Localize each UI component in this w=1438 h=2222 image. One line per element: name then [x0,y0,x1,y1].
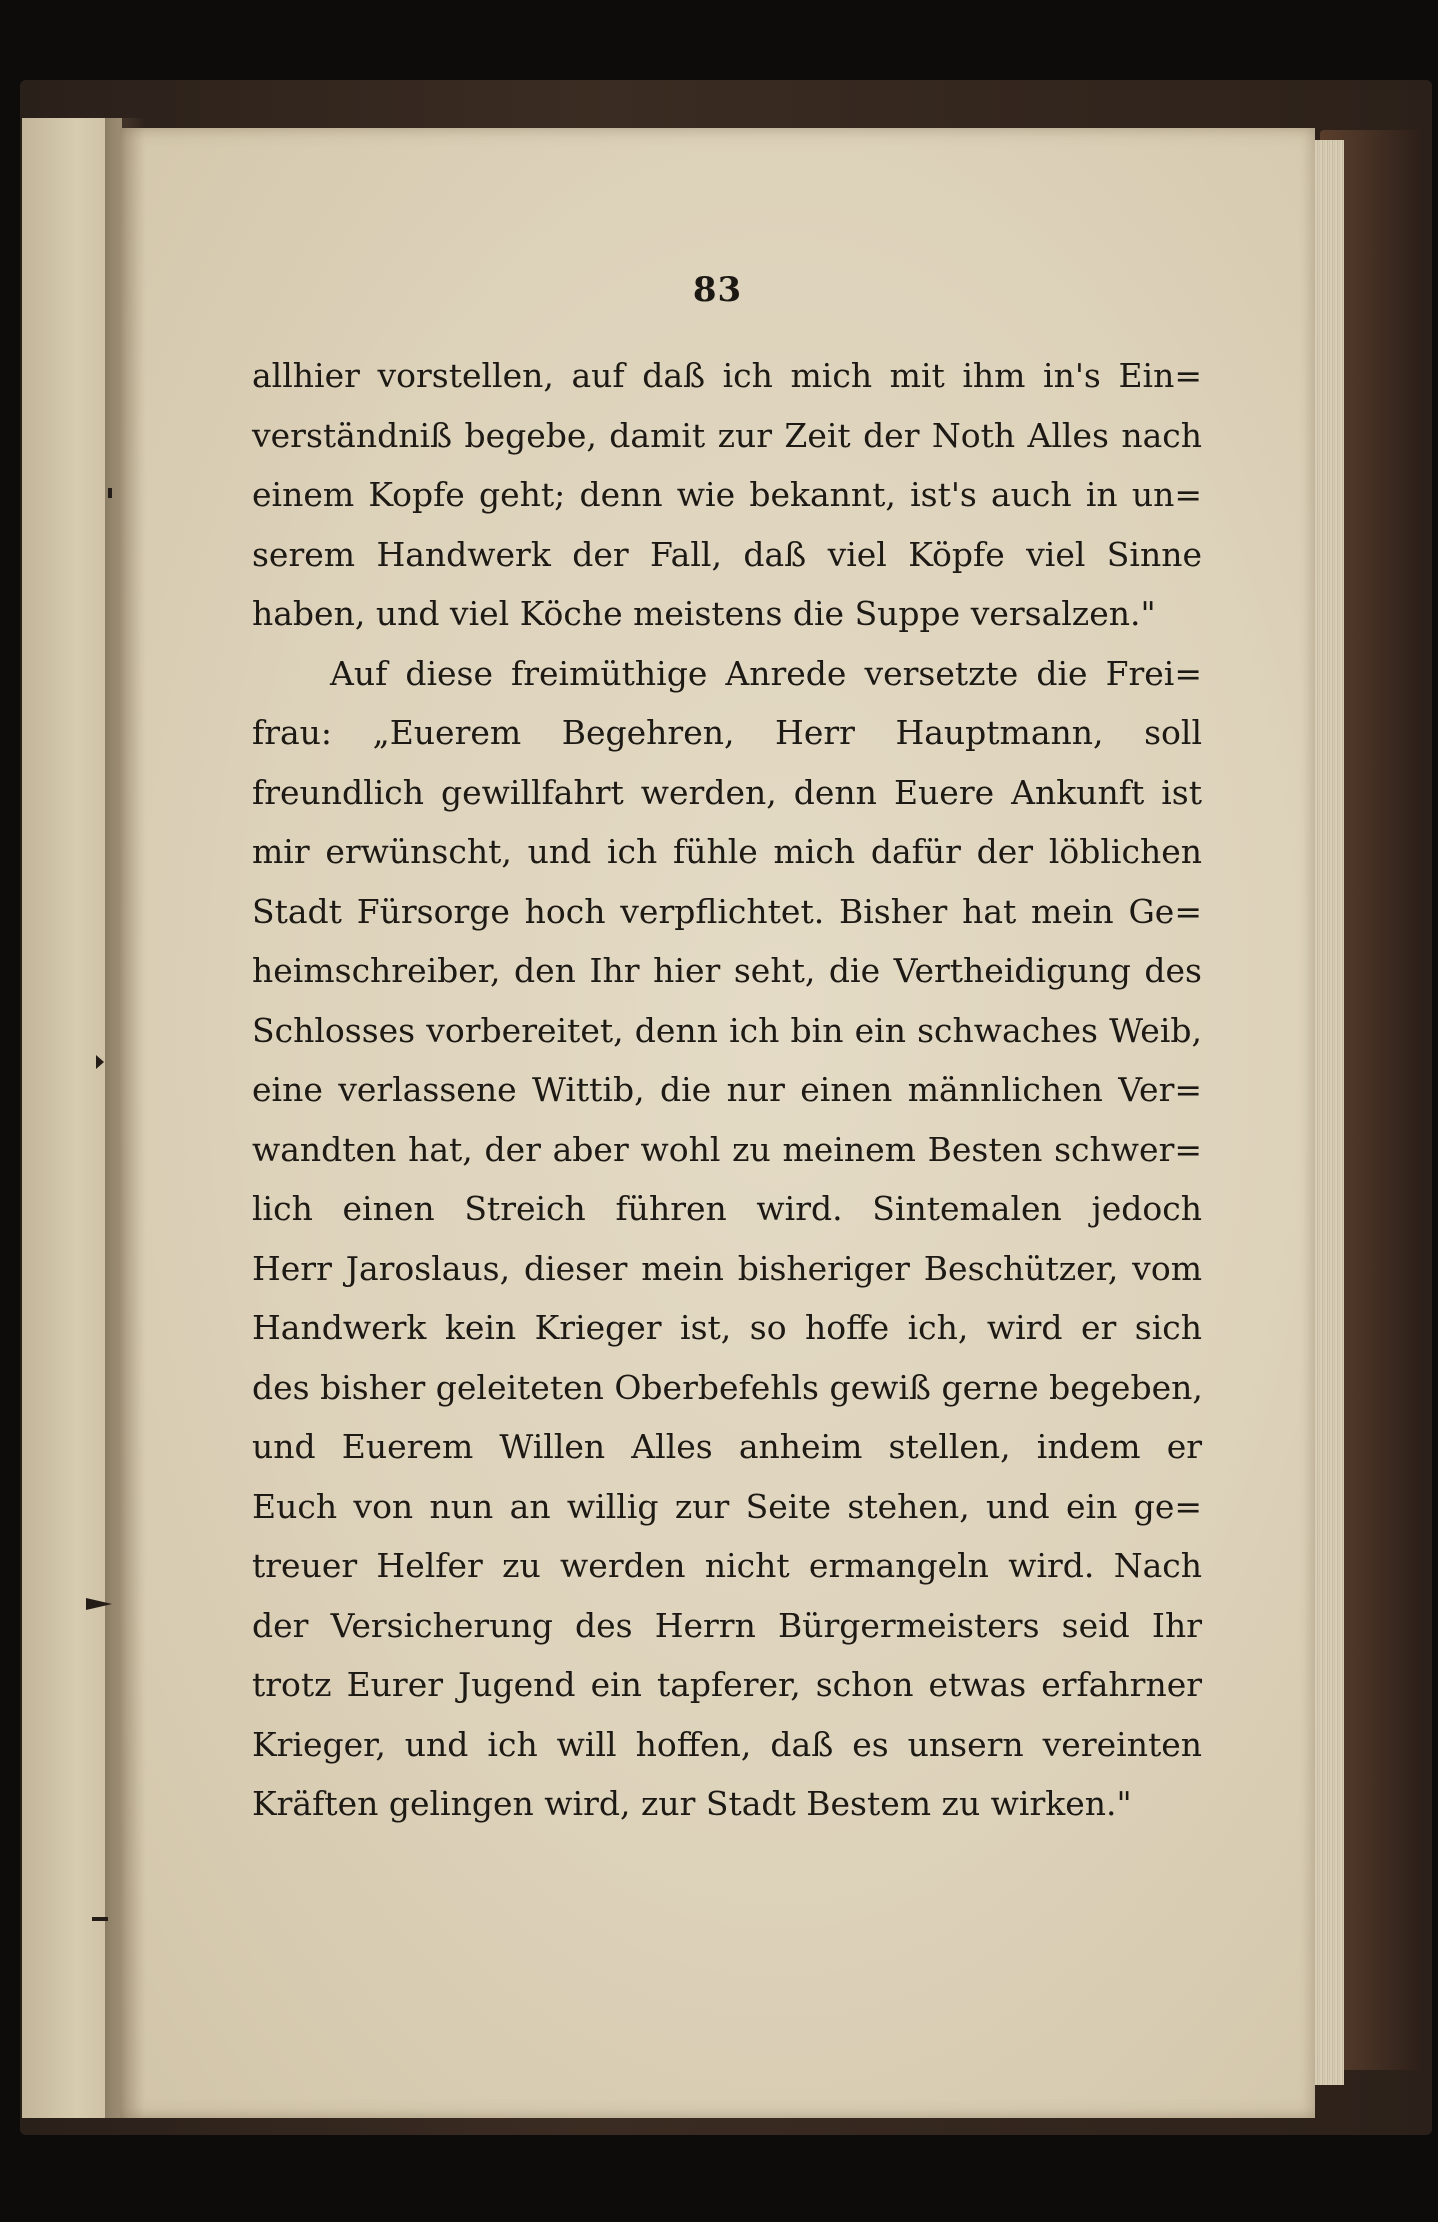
text-line: Kräften gelingen wird, zur Stadt Bestem zu wirken." [252,1784,1132,1823]
text-line: und Euerem Willen Alles anheim stellen, indem er [252,1427,1202,1466]
text-line: freundlich gewillfahrt werden, denn Euere Ankunft ist [252,772,1202,812]
text-line: haben, und viel Köche meistens die Suppe versalzen." [252,594,1156,633]
text-line: trotz Eurer Jugend ein tapferer, schon etwas erfahrner [252,1665,1202,1704]
text-line: einem Kopfe geht; denn wie bekannt, ist's auch in un= [252,475,1202,514]
text-line: heimschreiber, den Ihr hier seht, die Vertheidigung des [252,951,1202,990]
text-line: Handwerk kein Krieger ist, so hoffe ich, wird er sich [252,1308,1202,1347]
text-line: allhier vorstellen, auf daß ich mich mit ihm in's Ein= [252,356,1202,395]
text-line: eine verlassene Wittib, die nur einen männlichen Ver= [252,1070,1202,1109]
margin-mark [92,1917,108,1921]
margin-mark [108,488,112,498]
text-line: Schlosses vorbereitet, denn ich bin ein schwaches Weib, [252,1010,1202,1050]
text-line: Krieger, und ich will hoffen, daß es unsern vereinten [252,1724,1202,1764]
page-number: 83 [692,270,743,310]
text-line: Euch von nun an willig zur Seite stehen, und ein ge= [252,1486,1202,1526]
text-line: mir erwünscht, und ich fühle mich dafür der löblichen [252,832,1202,871]
page-text [252,346,1202,1834]
text-line: treuer Helfer zu werden nicht ermangeln wird. Nach [252,1546,1202,1585]
text-line: Auf diese freimüthige Anrede versetzte die Frei= [330,653,1202,693]
text-line: Herr Jaroslaus, dieser mein bisheriger Beschützer, vom [252,1248,1202,1288]
gutter-shadow [105,118,145,2118]
text-line: serem Handwerk der Fall, daß viel Köpfe viel Sinne [252,534,1202,574]
text-line: des bisher geleiteten Oberbefehls gewiß gerne begeben, [252,1367,1203,1407]
book-page [120,128,1315,2118]
text-line: lich einen Streich führen wird. Sintemalen jedoch [252,1189,1202,1228]
text-line: verständniß begebe, damit zur Zeit der Noth Alles nach [252,415,1202,455]
text-line: Stadt Fürsorge hoch verpflichtet. Bisher hat mein Ge= [252,891,1202,931]
text-line: frau: „Euerem Begehren, Herr Hauptmann, soll [252,713,1202,752]
text-line: wandten hat, der aber wohl zu meinem Besten schwer= [252,1129,1202,1169]
text-line: der Versicherung des Herrn Bürgermeisters seid Ihr [252,1605,1202,1645]
